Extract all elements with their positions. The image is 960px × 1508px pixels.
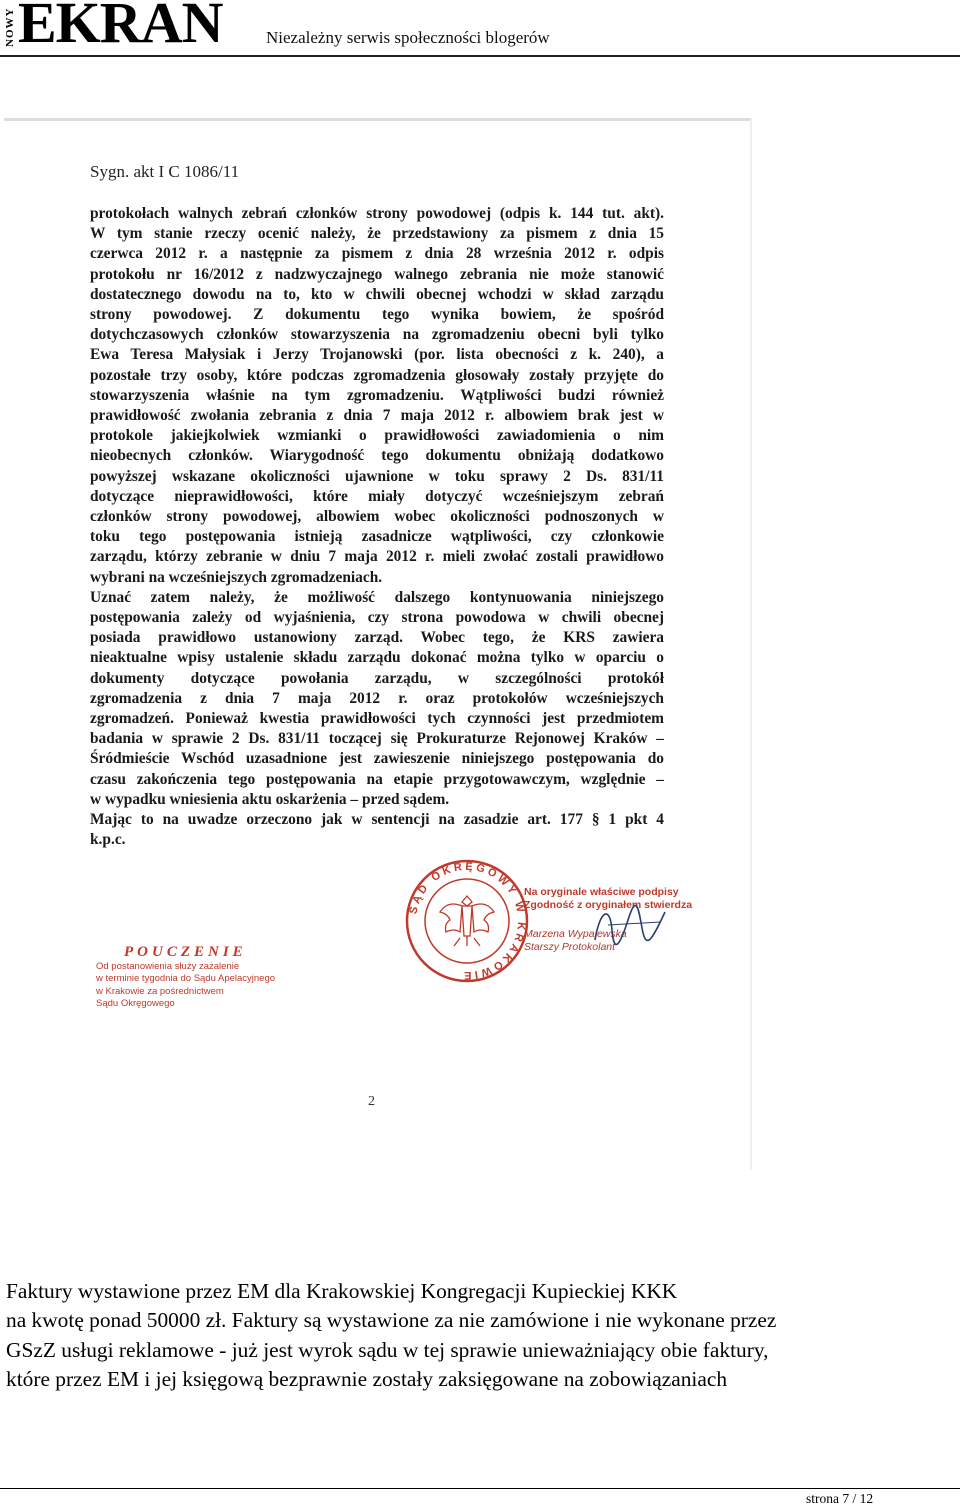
- logo-side-text: NOWY: [4, 7, 16, 47]
- document-line: posiada prawidłowo ustanowiony zarząd. Wobec tego, że KRS zawiera: [90, 629, 664, 647]
- document-line: strony powodowej. Z dokumentu tego wynika bowiem, że spośród: [90, 306, 664, 324]
- document-line: czerwca 2012 r. a następnie za pismem z dnia 28 września 2012 r. odpis: [90, 245, 664, 263]
- site-header: [0, 0, 960, 58]
- article-caption: [6, 1277, 956, 1394]
- instruction-line: Od postanowienia służy zażalenie: [96, 960, 240, 972]
- document-line: powyższej wskazane okoliczności ujawnione w toku sprawy 2 Ds. 831/11: [90, 467, 664, 485]
- document-line: Ewa Teresa Małysiak i Jerzy Trojanowski (por. lista obecności z k. 240), a: [90, 346, 664, 364]
- document-line: członków strony powodowej, albowiem wobec okoliczności podnoszonych w: [90, 508, 664, 526]
- document-line: postępowania zależy od wyjaśnienia, czy strona powodowa w chwili obecnej: [90, 609, 664, 627]
- document-line: toku tego postępowania istnieją zasadnicze wątpliwości, czy członkowie: [90, 528, 664, 546]
- caption-line: GSzZ usługi reklamowe - już jest wyrok sądu w tej sprawie unieważniający obie faktury,: [6, 1337, 769, 1362]
- document-line: zarządu, którzy zebranie w dniu 7 maja 2012 r. mieli zwołać zostali prawidłowo: [90, 548, 664, 566]
- instruction-title: POUCZENIE: [124, 944, 247, 960]
- document-body: [90, 204, 664, 851]
- document-line: protokołu nr 16/2012 z nadzwyczajnego walnego zebrania nie może stanowić: [90, 265, 664, 283]
- document-line: wybrani na wcześniejszych zgromadzeniach.: [90, 568, 383, 586]
- certification-line: Na oryginale właściwe podpisy: [524, 886, 679, 898]
- court-seal-stamp: [402, 856, 532, 986]
- instruction-line: Sądu Okręgowego: [96, 998, 175, 1009]
- handwritten-signature: [590, 900, 670, 950]
- scan-edge-right: [750, 118, 752, 1170]
- seal-text: SĄD OKRĘGOWY W KRAKOWIE: [407, 860, 528, 982]
- caption-line: na kwotę ponad 50000 zł. Faktury są wystawione za nie zamówione i nie wykonane przez: [6, 1308, 777, 1333]
- document-line: W tym stanie rzeczy ocenić należy, że przedstawiony za pismem z dnia 15: [90, 225, 664, 243]
- instruction-stamp: [96, 946, 296, 1011]
- document-line: dotyczące nieprawidłowości, które miały dotyczyć wcześniejszym zebrań: [90, 487, 664, 505]
- document-line: prawidłowość zwołania zebrania z dnia 7 maja 2012 r. albowiem brak jest w: [90, 407, 664, 425]
- instruction-line: w Krakowie za pośrednictwem: [96, 985, 224, 997]
- document-line: czasu zakończenia tego postępowania na etapie przygotowawczym, względnie –: [90, 770, 664, 788]
- signatory-title: Starszy Protokolant: [524, 941, 616, 953]
- signatory-name: Marzena Wypalewska: [524, 928, 627, 940]
- caption-line: które przez EM i jej księgową bezprawnie zostały zaksięgowane na zobowiązaniach: [6, 1366, 728, 1391]
- document-line: Mając to na uwadze orzeczono jak w sentencji na zasadzie art. 177 § 1 pkt 4: [90, 811, 664, 829]
- document-line: Śródmieście Wschód uzasadnione jest zawieszenie niniejszego postępowania do: [90, 750, 664, 768]
- document-line: dokumenty dotyczące powołania zarządu, w szczególności protokół: [90, 669, 664, 687]
- document-line: zgromadzenia z dnia 7 maja 2012 r. oraz protokołów wcześniejszych: [90, 689, 664, 707]
- document-line: k.p.c.: [90, 831, 126, 849]
- document-line: zgromadzeń. Ponieważ kwestia prawidłowości tych czynności jest przedmiotem: [90, 710, 664, 728]
- logo-wordmark: EKRAN: [18, 0, 223, 55]
- document-line: stowarzyszenia właśnie na tym zgromadzeniu. Wątpliwości budzi również: [90, 386, 664, 404]
- scan-edge-top: [4, 118, 752, 121]
- instruction-line: w terminie tygodnia do Sądu Apelacyjnego: [96, 973, 276, 984]
- document-page-number: 2: [368, 1094, 375, 1109]
- caption-line: Faktury wystawione przez EM dla Krakowskiej Kongregacji Kupieckiej KKK: [6, 1279, 678, 1303]
- certification-line: Zgodność z oryginałem stwierdza: [524, 899, 693, 911]
- document-line: nieobecnych członków. Wiarygodność tego dokumentu obniżają dodatkowo: [90, 447, 664, 465]
- site-logo[interactable]: [4, 0, 244, 55]
- case-signature: Sygn. akt I C 1086/11: [90, 162, 240, 181]
- eagle-emblem-icon: [440, 896, 494, 946]
- document-line: protokole jakiejkolwiek wzmianki o prawidłowości zawiadomienia o nim: [90, 427, 664, 445]
- document-line: protokołach walnych zebrań członków strony powodowej (odpis k. 144 tut. akt).: [90, 205, 664, 222]
- scanned-court-document: [4, 118, 752, 1170]
- header-divider: [0, 55, 960, 57]
- document-line: nieaktualne wpisy ustalenie składu zarządu dokonać można tylko w oparciu o: [90, 649, 664, 667]
- document-line: w wypadku wniesienia aktu oskarżenia – przed sądem.: [90, 790, 450, 808]
- document-line: dostatecznego dowodu na to, kto w chwili obecnej wchodzi w skład zarządu: [90, 285, 664, 303]
- document-line: dotychczasowych członków stowarzyszenia na zgromadzeniu obecni byli tylko: [90, 326, 664, 344]
- document-line: pozostałe trzy osoby, które podczas zgromadzenia głosowały zostały przyjęte do: [90, 366, 664, 384]
- document-line: Uznać zatem należy, że możliwość dalszego kontynuowania niniejszego: [90, 588, 664, 606]
- site-tagline: Niezależny serwis społeczności blogerów: [266, 28, 550, 47]
- page-counter: strona 7 / 12: [806, 1491, 874, 1506]
- document-line: badania w sprawie 2 Ds. 831/11 toczącej się Prokuraturze Rejonowej Kraków –: [90, 730, 664, 748]
- footer-divider: [0, 1488, 960, 1489]
